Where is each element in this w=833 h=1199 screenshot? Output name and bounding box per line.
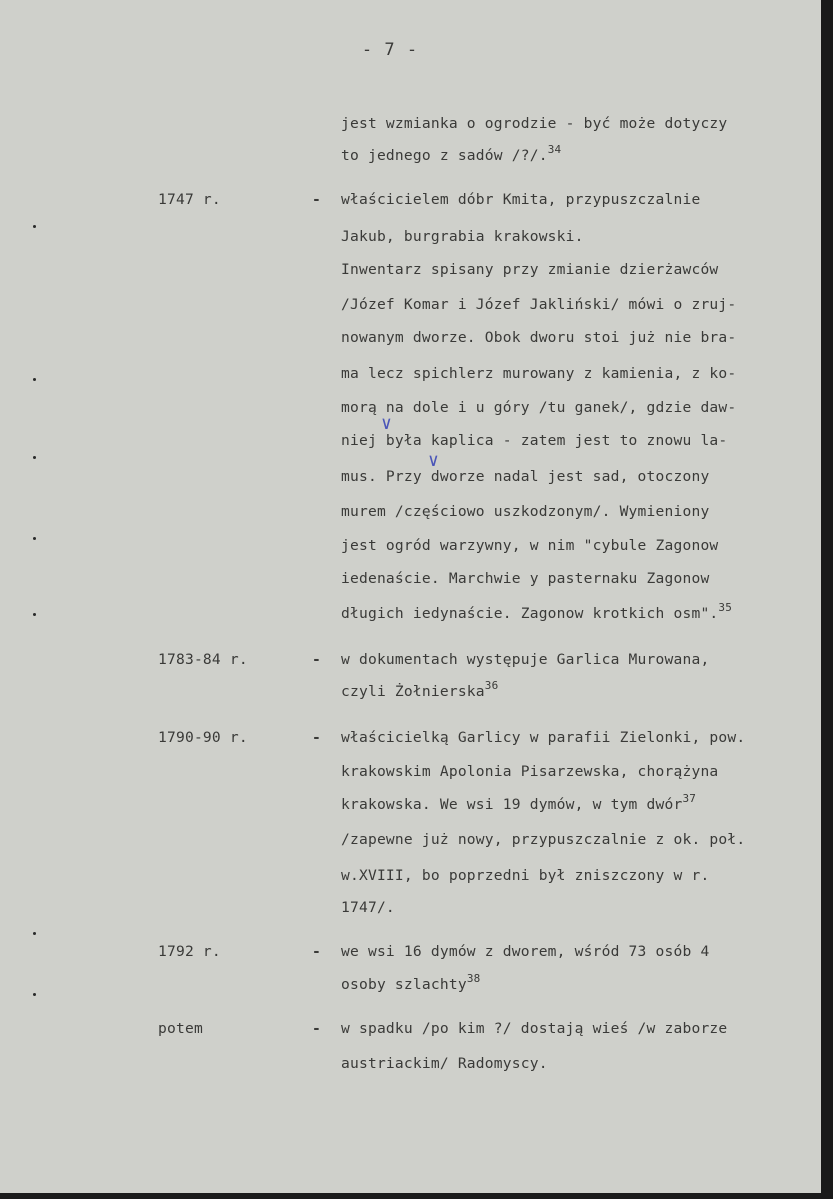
text-line: mus. Przy dworze nadal jest sad, otoczony	[341, 468, 710, 485]
text-line: morą na dole i u góry /tu ganek/, gdzie daw-	[341, 399, 737, 416]
text-line: Jakub, burgrabia krakowski.	[341, 228, 584, 245]
entry-date: 1783-84 r.	[158, 651, 248, 668]
text-line: jest wzmianka o ogrodzie - być może dotyczy	[341, 115, 728, 132]
footnote-ref: 35	[718, 601, 733, 614]
margin-dot	[33, 225, 36, 228]
text-line: nowanym dworze. Obok dworu stoi już nie bra-	[341, 329, 737, 346]
text-line: długich iedynaście. Zagonow krotkich osm".$^{35}$	[341, 601, 733, 622]
margin-dot	[33, 537, 36, 540]
margin-dot	[33, 456, 36, 459]
entry-dash: -	[312, 191, 321, 208]
text-line: jest ogród warzywny, w nim "cybule Zagonow	[341, 537, 719, 554]
entry-date: 1790-90 r.	[158, 729, 248, 746]
text-line: niej była kaplica - zatem jest to znowu la-	[341, 432, 728, 449]
entry-dash: -	[312, 651, 321, 668]
text-line: krakowska. We wsi 19 dymów, w tym dwór$^{37}$	[341, 792, 697, 813]
text-line: ma lecz spichlerz murowany z kamienia, z ko-	[341, 365, 737, 382]
margin-dot	[33, 613, 36, 616]
text-line: w spadku /po kim ?/ dostają wieś /w zaborze	[341, 1020, 728, 1037]
text-line: czyli Żołnierska$^{36}$	[341, 679, 499, 700]
text-line: to jednego z sadów /?/.$^{34}$	[341, 143, 562, 164]
text-line: murem /częściowo uszkodzonym/. Wymieniony	[341, 503, 710, 520]
text-line: krakowskim Apolonia Pisarzewska, chorążyna	[341, 763, 719, 780]
page-number: - 7 -	[361, 40, 419, 60]
insertion-mark-icon: ∨	[428, 450, 439, 471]
insertion-mark-icon: ∨	[381, 413, 392, 434]
text-line: austriackim/ Radomyscy.	[341, 1055, 548, 1072]
text-line: osoby szlachty$^{38}$	[341, 972, 481, 993]
text-line: iedenaście. Marchwie y pasternaku Zagonow	[341, 570, 710, 587]
footnote-ref: 34	[547, 143, 562, 156]
footnote-ref: 38	[466, 972, 481, 985]
entry-dash: -	[312, 1020, 321, 1037]
text-line: w dokumentach występuje Garlica Murowana,	[341, 651, 710, 668]
margin-dot	[33, 378, 36, 381]
text-line: właścicielką Garlicy w parafii Zielonki, pow.	[341, 729, 746, 746]
text-line: 1747/.	[341, 899, 395, 916]
text-line: /zapewne już nowy, przypuszczalnie z ok. poł.	[341, 831, 746, 848]
entry-date: 1747 r.	[158, 191, 221, 208]
entry-date: 1792 r.	[158, 943, 221, 960]
footnote-ref: 36	[484, 679, 499, 692]
text-line: we wsi 16 dymów z dworem, wśród 73 osób 4	[341, 943, 710, 960]
text-line: Inwentarz spisany przy zmianie dzierżawców	[341, 261, 719, 278]
entry-date: potem	[158, 1020, 203, 1037]
footnote-ref: 37	[682, 792, 697, 805]
text-line: w.XVIII, bo poprzedni był zniszczony w r.	[341, 867, 710, 884]
entry-dash: -	[312, 729, 321, 746]
margin-dot	[33, 993, 36, 996]
text-line: /Józef Komar i Józef Jakliński/ mówi o zruj-	[341, 296, 737, 313]
entry-dash: -	[312, 943, 321, 960]
margin-dot	[33, 932, 36, 935]
text-line: właścicielem dóbr Kmita, przypuszczalnie	[341, 191, 701, 208]
